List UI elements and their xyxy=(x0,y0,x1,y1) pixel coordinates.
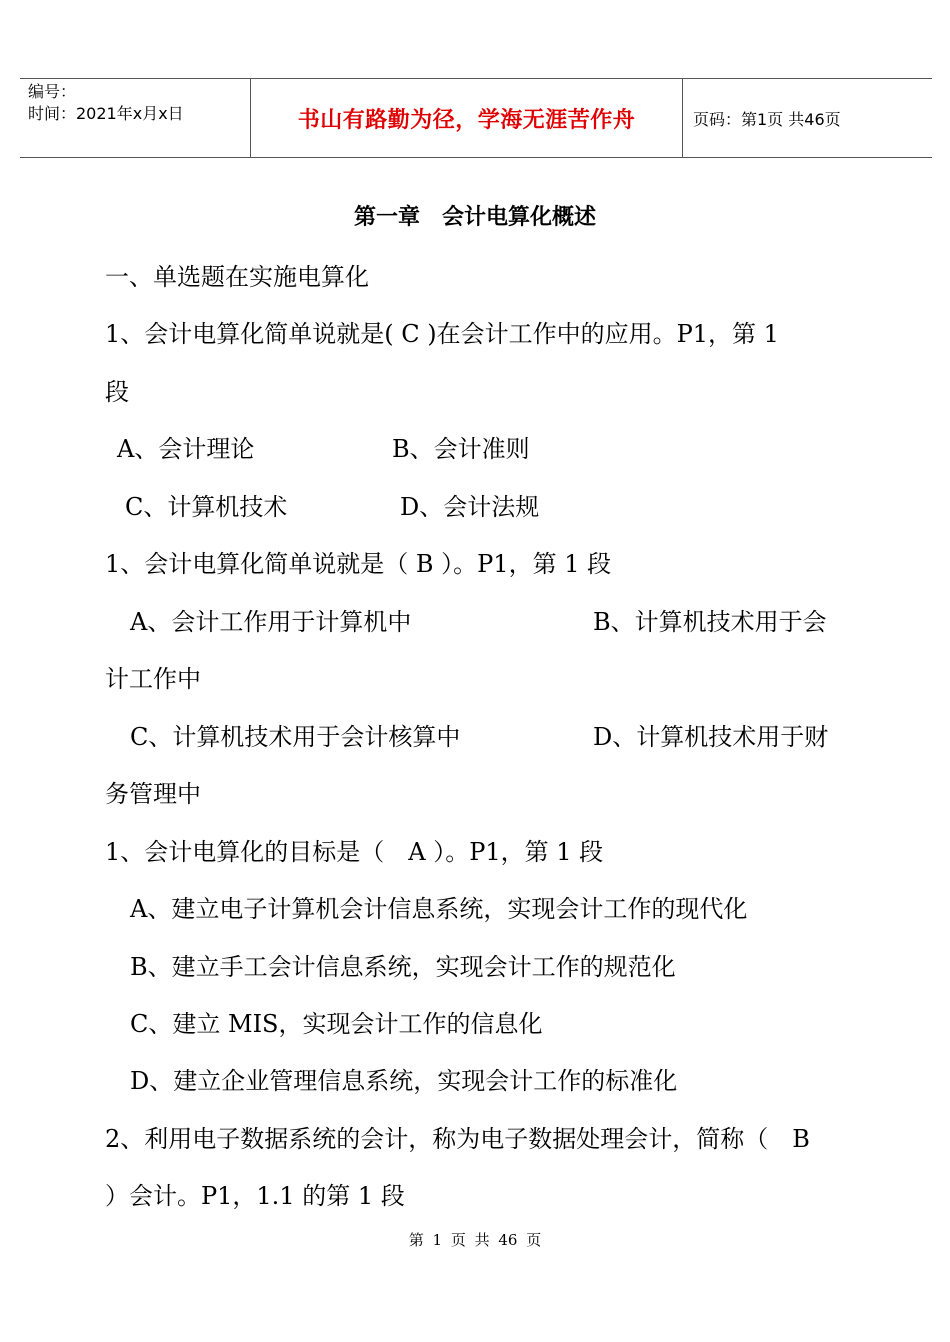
number-label: 编号： xyxy=(28,82,77,101)
option-a: A、会计理论 xyxy=(117,435,255,463)
option-d: D、计算机技术用于财 xyxy=(593,723,829,751)
question-stem: ）会计。P1，1.1 的第 1 段 xyxy=(105,1182,405,1210)
header-meta xyxy=(20,79,251,157)
question-stem: 1、会计电算化简单说就是( C )在会计工作中的应用。P1，第 1 xyxy=(105,320,779,348)
option-c: C、计算机技术 xyxy=(125,493,288,521)
option-b: B、会计准则 xyxy=(392,435,530,463)
option-d: D、建立企业管理信息系统，实现会计工作的标准化 xyxy=(130,1067,678,1095)
chapter-title: 第一章 会计电算化概述 xyxy=(353,205,596,230)
option-b: B、计算机技术用于会 xyxy=(593,608,827,636)
option-b: B、建立手工会计信息系统，实现会计工作的规范化 xyxy=(130,953,676,981)
option-a: A、建立电子计算机会计信息系统，实现会计工作的现代化 xyxy=(130,895,748,923)
time-label: 时间：2021年x月x日 xyxy=(28,104,184,123)
header-page-info: 页码：第1页 共46页 xyxy=(693,109,841,129)
section-heading: 一、单选题在实施电算化 xyxy=(105,263,369,291)
question-stem: 2、利用电子数据系统的会计，称为电子数据处理会计，简称（ B xyxy=(105,1125,810,1153)
option-c: C、建立 MIS，实现会计工作的信息化 xyxy=(130,1010,543,1038)
option-a: A、会计工作用于计算机中 xyxy=(130,608,412,636)
question-stem: 段 xyxy=(105,378,129,406)
page-footer: 第 1 页 共 46 页 xyxy=(408,1231,542,1249)
option-d: D、会计法规 xyxy=(400,493,540,521)
option-c: C、计算机技术用于会计核算中 xyxy=(130,723,461,751)
header-motto: 书山有路勤为径，学海无涯苦作舟 xyxy=(251,79,683,157)
option-d-continued: 务管理中 xyxy=(105,780,201,808)
question-stem: 1、会计电算化的目标是（ A ）。P1，第 1 段 xyxy=(105,838,604,866)
question-stem: 1、会计电算化简单说就是（ B ）。P1，第 1 段 xyxy=(105,550,612,578)
option-b-continued: 计工作中 xyxy=(105,665,201,693)
page-header xyxy=(20,78,932,158)
